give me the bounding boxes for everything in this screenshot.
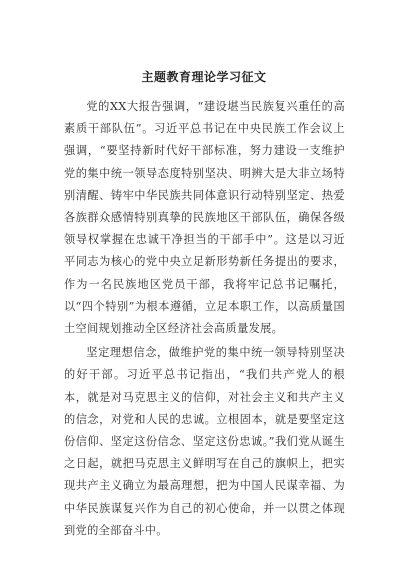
paragraph-2: 坚定理想信念，做维护党的集中统一领导特别坚决的好干部。习近平总书记指出，“我们共产党人的根本，就是对马克思主义的信仰，对社会主义和共产主义的信念，对党和人民的忠诚。立根固本，就是要坚定这份信仰、坚定这份信念、坚定这份忠诚。”我们党从诞生之日起，就把马克思主义鲜明写在自己的旗帜上，把实现共产主义确立为最高理想，把为中国人民谋幸福、为中华民族谋复兴作为自己的初心使命，并一以贯之体现到党的全部奋斗中。 [64, 346, 345, 537]
paragraph-1: 党的XX大报告强调，“建设堪当民族复兴重任的高素质干部队伍”。习近平总书记在中央民族工作会议上强调，“要坚持新时代好干部标准，努力建设一支维护党的集中统一领导态度特别坚决、明辨大是大非立场特别清醒、铸牢中华民族共同体意识行动特别坚定、热爱各族群众感情特别真挚的民族地区干部队伍，确保各级领导权掌握在忠诚干净担当的干部手中”。这是以习近平同志为核心的党中央立足新形势新任务提出的要求，作为一名民族地区党员干部，我将牢记总书记嘱托，以“四个特别”为根本遵循，立足本职工作，以高质量国土空间规划推动全区经济社会高质量发展。 [64, 100, 345, 336]
document-body [64, 96, 345, 542]
document-title: 主题教育理论学习征文 [141, 70, 267, 84]
